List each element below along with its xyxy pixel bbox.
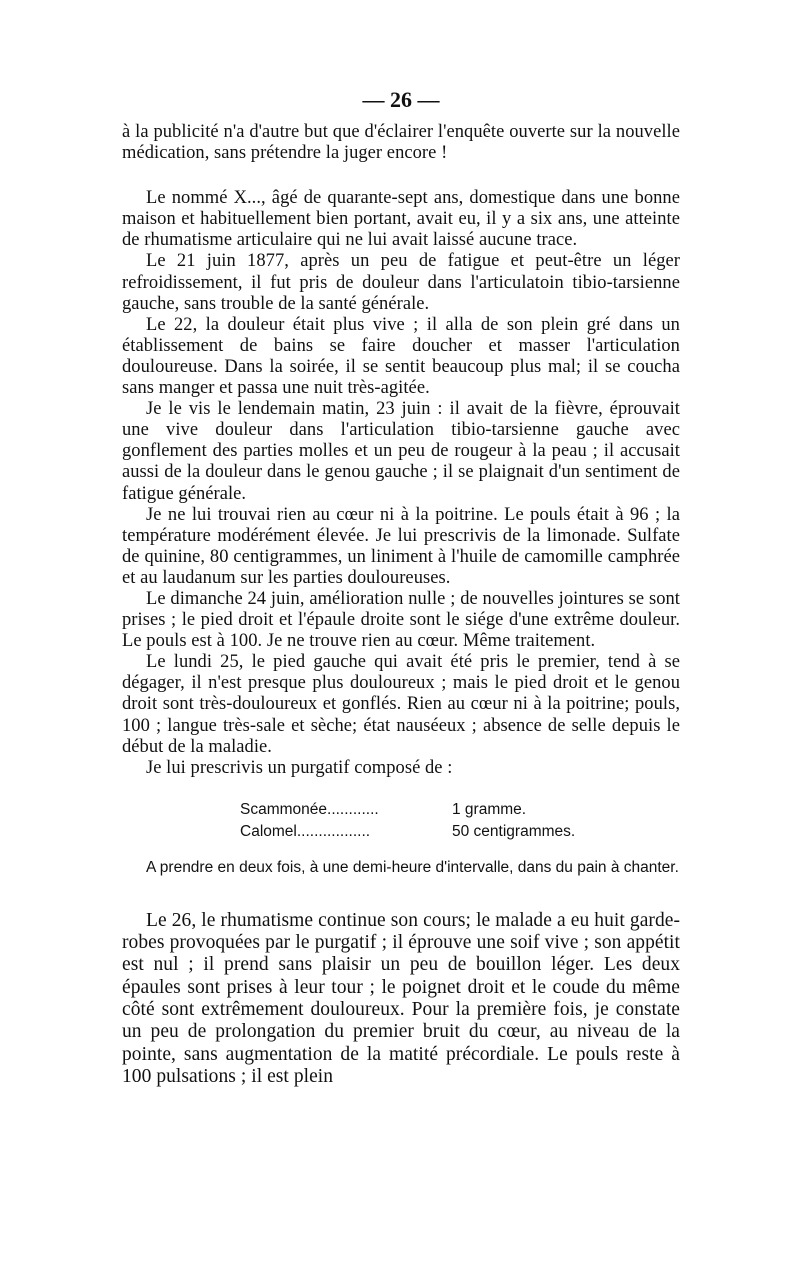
prescription-note: A prendre en deux fois, à une demi-heure d'intervalle, dans du pain à chanter. <box>146 858 679 876</box>
paragraph-intro: à la publicité n'a d'autre but que d'éclairer l'enquête ouverte sur la nouvelle médication, sans prétendre la juger encore ! <box>122 122 680 164</box>
prescription-drug: Scammonée............ <box>240 800 379 818</box>
paragraph-purgative: Je lui prescrivis un purgatif composé de : <box>146 757 453 778</box>
prescription-row <box>122 799 680 821</box>
prescription-row <box>122 821 680 843</box>
paragraph-june-21: Le 21 juin 1877, après un peu de fatigue et peut-être un léger refroidissement, il fut pris de douleur dans l'articulatoin tibio-tarsienne gauche, sans trouble de la santé générale. <box>122 251 680 314</box>
paragraph-june-23: Je le vis le lendemain matin, 23 juin : il avait de la fièvre, éprouvait une vive douleur dans l'articulation tibio-tarsienne gauche avec gonflement des parties molles et un peu de rougeur à la peau ; il accusait aussi de la douleur dans le genou gauche ; il se plaignait d'un sentiment de fatigue générale. <box>122 399 680 504</box>
page-number: — 26 — <box>362 87 440 112</box>
paragraph-patient: Le nommé X..., âgé de quarante-sept ans, domestique dans une bonne maison et habituellement bien portant, avait eu, il y a six ans, une atteinte de rhumatisme articulaire qui ne lui avait laissé aucune trace. <box>122 188 680 251</box>
paragraph-june-26: Le 26, le rhumatisme continue son cours; le malade a eu huit garde-robes provoquées par le purgatif ; il éprouve une soif vive ; son appétit est nul ; il prend sans plaisir un peu de bouillon léger. Les deux épaules sont prises à leur tour ; le poignet droit et le coude du même côté sont extrêmement douloureux. Pour la première fois, je constate un peu de prolongation du premier bruit du cœur, au niveau de la pointe, sans augmentation de la matité précordiale. Le pouls reste à 100 pulsations ; il est plein <box>122 909 680 1087</box>
paragraph-june-22: Le 22, la douleur était plus vive ; il alla de son plein gré dans un établissement de bains se faire doucher et masser l'articulation douloureuse. Dans la soirée, il se sentit beaucoup plus mal; il se coucha sans manger et passa une nuit très-agitée. <box>122 314 680 399</box>
paragraph-june-24: Le dimanche 24 juin, amélioration nulle ; de nouvelles jointures se sont prises ; le pied droit et l'épaule droite sont le siége d'une extrême douleur. Le pouls est à 100. Je ne trouve rien au cœur. Même traitement. <box>122 588 680 652</box>
prescription-dose: 1 gramme. <box>452 800 527 818</box>
paragraph-june-25: Le lundi 25, le pied gauche qui avait été pris le premier, tend à se dégager, il n'est presque plus douloureux ; mais le pied droit et le genou droit sont très-douloureux et gonflés. Rien au cœur ni à la poitrine; pouls, 100 ; langue très-sale et sèche; état nauséeux ; absence de selle depuis le début de la maladie. <box>122 652 680 757</box>
paragraph-treatment: Je ne lui trouvai rien au cœur ni à la poitrine. Le pouls était à 96 ; la température modérément élevée. Je lui prescrivis de la limonade. Sulfate de quinine, 80 centigrammes, un liniment à l'huile de camomille camphrée et au laudanum sur les parties douloureuses. <box>122 504 680 588</box>
prescription-dose: 50 centigrammes. <box>452 822 576 840</box>
prescription-list <box>122 799 680 843</box>
document-page <box>122 86 680 1088</box>
prescription-drug: Calomel................. <box>240 822 371 840</box>
